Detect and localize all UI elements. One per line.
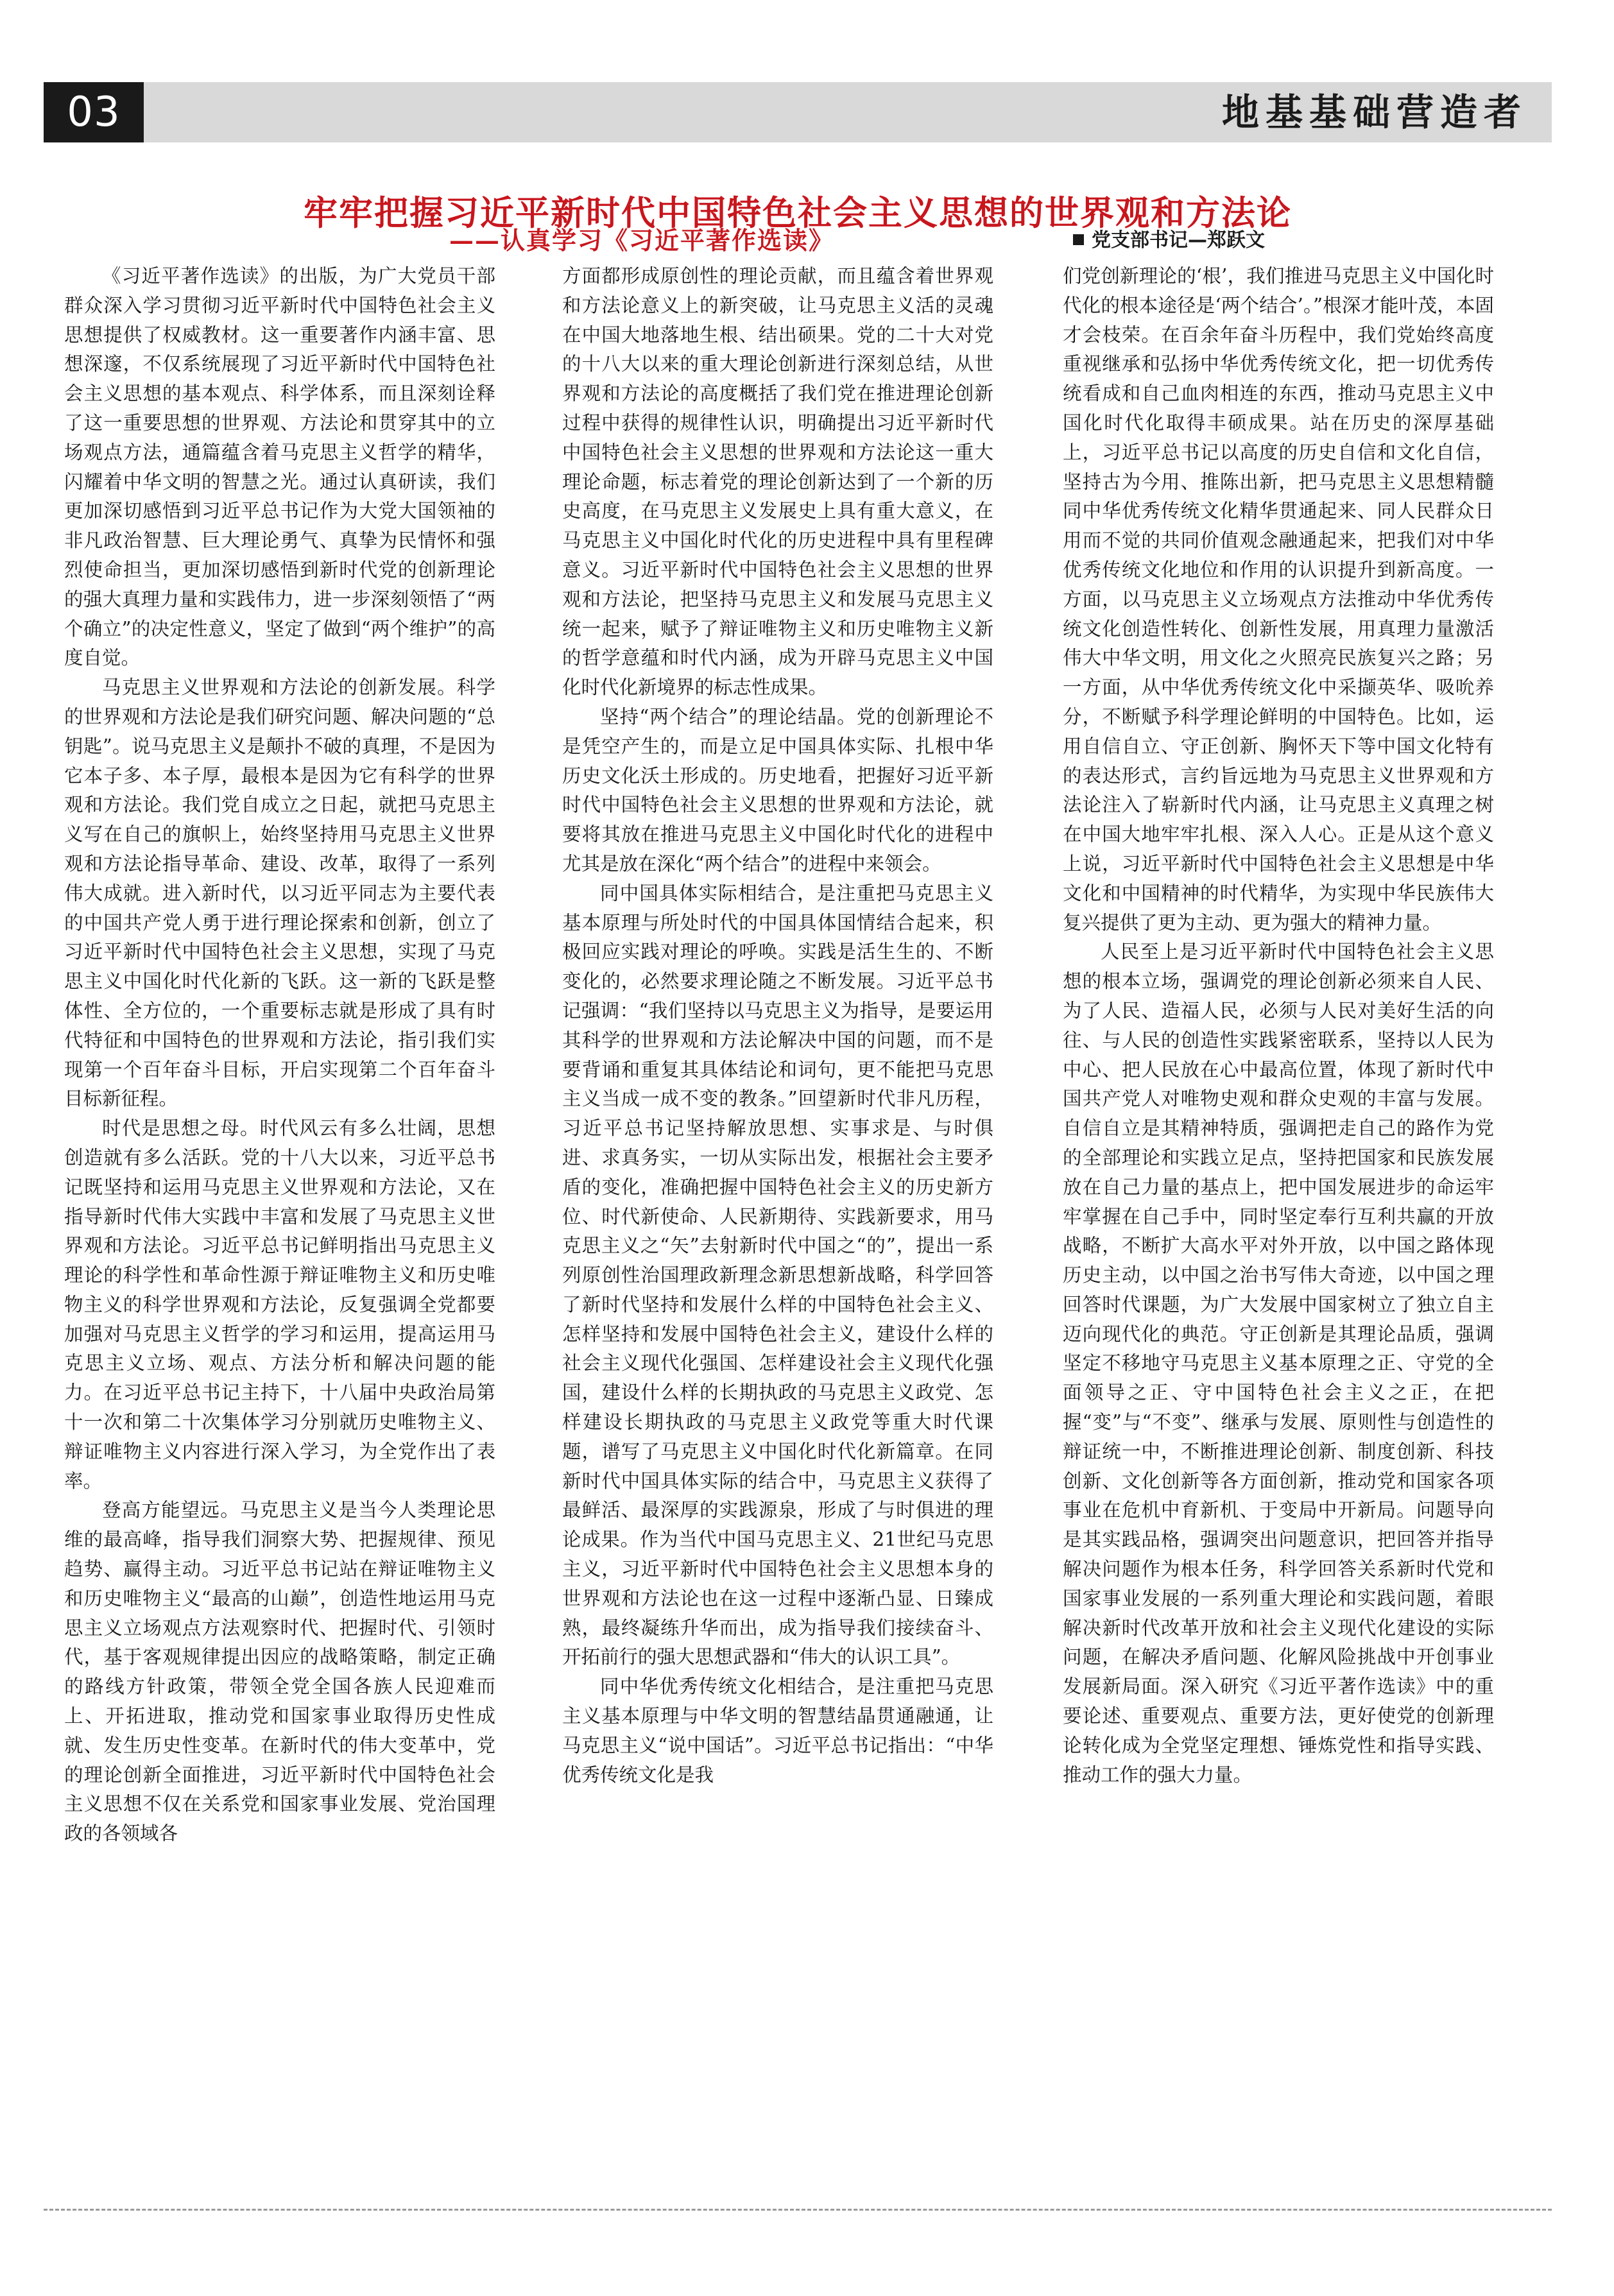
page-number: 03 [44, 82, 144, 142]
paragraph: 马克思主义世界观和方法论的创新发展。科学的世界观和方法论是我们研究问题、解决问题的“总钥匙”。说马克思主义是颠扑不破的真理，不是因为它本子多、本子厚，最根本是因为它有科学的世界观和方法论。我们党自成立之日起，就把马克思主义写在自己的旗帜上，始终坚持用马克思主义世界观和方法论指导革命、建设、改革，取得了一系列伟大成就。进入新时代，以习近平同志为主要代表的中国共产党人勇于进行理论探索和创新，创立了习近平新时代中国特色社会主义思想，实现了马克思主义中国化时代化新的飞跃。这一新的飞跃是整体性、全方位的，一个重要标志就是形成了具有时代特征和中国特色的世界观和方法论，指引我们实现第一个百年奋斗目标，开启实现第二个百年奋斗目标新征程。 [64, 676, 495, 1110]
paragraph: 人民至上是习近平新时代中国特色社会主义思想的根本立场，强调党的理论创新必须来自人民、为了人民、造福人民，必须与人民对美好生活的向往、与人民的创造性实践紧密联系，坚持以人民为中心、把人民放在心中最高位置，体现了新时代中国共产党人对唯物史观和群众史观的丰富与发展。自信自立是其精神特质，强调把走自己的路作为党的全部理论和实践立足点，坚持把国家和民族发展放在自己力量的基点上，把中国发展进步的命运牢牢掌握在自己手中，同时坚定奉行互利共赢的开放战略，不断扩大高水平对外开放，以中国之路体现历史主动，以中国之治书写伟大奇迹，以中国之理回答时代课题，为广大发展中国家树立了独立自主迈向现代化的典范。守正创新是其理论品质，强调坚定不移地守马克思主义基本原理之正、守党的全面领导之正、守中国特色社会主义之正，在把握“变”与“不变”、继承与发展、原则性与创造性的辩证统一中，不断推进理论创新、制度创新、科技创新、文化创新等各方面创新，推动党和国家各项事业在危机中育新机、于变局中开新局。问题导向是其实践品格，强调突出问题意识，把回答并指导解决问题作为根本任务，科学回答关系新时代党和国家事业发展的一系列重大理论和实践问题，着眼解决新时代改革开放和社会主义现代化建设的实际问题，在解决矛盾问题、化解风险挑战中开创事业发展新局面。深入研究《习近平著作选读》中的重要论述、重要观点、重要方法，更好使党的创新理论转化成为全党坚定理想、锤炼党性和指导实践、推动工作的强大力量。 [1063, 941, 1494, 1786]
square-bullet-icon [1073, 234, 1084, 245]
paragraph: 登高方能望远。马克思主义是当今人类理论思维的最高峰，指导我们洞察大势、把握规律、预见趋势、赢得主动。习近平总书记站在辩证唯物主义和历史唯物主义“最高的山巅”，创造性地运用马克思主义立场观点方法观察时代、把握时代、引领时代，基于客观规律提出因应的战略策略，制定正确的路线方针政策，带领全党全国各族人民迎难而上、开拓进取，推动党和国家事业取得历史性成就、发生历史性变革。在新时代的伟大变革中，党的理论创新全面推进，习近平新时代中国特色社会主义思想不仅在关系党和国家事业发展、党治国理政的各领域各 [64, 1499, 495, 1845]
article-title: 牢牢把握习近平新时代中国特色社会主义思想的世界观和方法论 [304, 193, 1292, 233]
paragraph: 同中国具体实际相结合，是注重把马克思主义基本原理与所处时代的中国具体国情结合起来，积极回应实践对理论的呼唤。实践是活生生的、不断变化的，必然要求理论随之不断发展。习近平总书记强调：“我们坚持以马克思主义为指导，是要运用其科学的世界观和方法论解决中国的问题，而不是要背诵和重复其具体结论和词句，更不能把马克思主义当成一成不变的教条。”回望新时代非凡历程，习近平总书记坚持解放思想、实事求是、与时俱进、求真务实，一切从实际出发，根据社会主要矛盾的变化，准确把握中国特色社会主义的历史新方位、时代新使命、人民新期待、实践新要求，用马克思主义之“矢”去射新时代中国之“的”，提出一系列原创性治国理政新理念新思想新战略，科学回答了新时代坚持和发展什么样的中国特色社会主义、怎样坚持和发展中国特色社会主义，建设什么样的社会主义现代化强国、怎样建设社会主义现代化强国，建设什么样的长期执政的马克思主义政党、怎样建设长期执政的马克思主义政党等重大时代课题，谱写了马克思主义中国化时代化新篇章。在同新时代中国具体实际的结合中，马克思主义获得了最鲜活、最深厚的实践源泉，形成了与时俱进的理论成果。作为当代中国马克思主义、21世纪马克思主义，习近平新时代中国特色社会主义思想本身的世界观和方法论也在这一过程中逐渐凸显、日臻成熟，最终凝练升华而出，成为指导我们接续奋斗、开拓前行的强大思想武器和“伟大的认识工具”。 [562, 882, 993, 1668]
byline-text: 党支部书记—郑跃文 [1092, 229, 1265, 252]
paragraph: 时代是思想之母。时代风云有多么壮阔，思想创造就有多么活跃。党的十八大以来，习近平总书记既坚持和运用马克思主义世界观和方法论，又在指导新时代伟大实践中丰富和发展了马克思主义世界观和方法论。习近平总书记鲜明指出马克思主义理论的科学性和革命性源于辩证唯物主义和历史唯物主义的科学世界观和方法论，反复强调全党都要加强对马克思主义哲学的学习和运用，提高运用马克思主义立场、观点、方法分析和解决问题的能力。在习近平总书记主持下，十八届中央政治局第十一次和第二十次集体学习分别就历史唯物主义、辩证唯物主义内容进行深入学习，为全党作出了表率。 [64, 1117, 495, 1492]
footer-dashed-rule [44, 2209, 1552, 2211]
paragraph: 《习近平著作选读》的出版，为广大党员干部群众深入学习贯彻习近平新时代中国特色社会主义思想提供了权威教材。这一重要著作内涵丰富、思想深邃，不仅系统展现了习近平新时代中国特色社会主义思想的基本观点、科学体系，而且深刻诠释了这一重要思想的世界观、方法论和贯穿其中的立场观点方法，通篇蕴含着马克思主义哲学的精华，闪耀着中华文明的智慧之光。通过认真研读，我们更加深切感悟到习近平总书记作为大党大国领袖的非凡政治智慧、巨大理论勇气、真挚为民情怀和强烈使命担当，更加深切感悟到新时代党的创新理论的强大真理力量和实践伟力，进一步深刻领悟了“两个确立”的决定性意义，坚定了做到“两个维护”的高度自觉。 [64, 265, 495, 669]
paragraph: 坚持“两个结合”的理论结晶。党的创新理论不是凭空产生的，而是立足中国具体实际、扎根中华历史文化沃土形成的。历史地看，把握好习近平新时代中国特色社会主义思想的世界观和方法论，就要将其放在推进马克思主义中国化时代化的进程中尤其是放在深化“两个结合”的进程中来领会。 [562, 705, 993, 875]
paragraph: 同中华优秀传统文化相结合，是注重把马克思主义基本原理与中华文明的智慧结晶贯通融通，让马克思主义“说中国话”。习近平总书记指出：“中华优秀传统文化是我 [562, 1675, 993, 1786]
text-column-1 [64, 262, 495, 2186]
byline [1073, 223, 1265, 258]
paragraph-continued: 方面都形成原创性的理论贡献，而且蕴含着世界观和方法论意义上的新突破，让马克思主义活的灵魂在中国大地落地生根、结出硕果。党的二十大对党的十八大以来的重大理论创新进行深刻总结，从世界观和方法论的高度概括了我们党在推进理论创新过程中获得的规律性认识，明确提出习近平新时代中国特色社会主义思想的世界观和方法论这一重大理论命题，标志着党的理论创新达到了一个新的历史高度，在马克思主义发展史上具有重大意义，在马克思主义中国化时代化的历史进程中具有里程碑意义。习近平新时代中国特色社会主义思想的世界观和方法论，把坚持马克思主义和发展马克思主义统一起来，赋予了辩证唯物主义和历史唯物主义新的哲学意蕴和时代内涵，成为开辟马克思主义中国化时代化新境界的标志性成果。 [562, 265, 993, 699]
section-name: 地基基础营造者 [1221, 90, 1527, 134]
article-subtitle: ——认真学习《习近平著作选读》 [449, 226, 835, 255]
paragraph-continued: 们党创新理论的‘根’，我们推进马克思主义中国化时代化的根本途径是‘两个结合’。”根深才能叶茂，本固才会枝荣。在百余年奋斗历程中，我们党始终高度重视继承和弘扬中华优秀传统文化，把一切优秀传统看成和自己血肉相连的东西，推动马克思主义中国化时代化取得丰硕成果。站在历史的深厚基础上，习近平总书记以高度的历史自信和文化自信，坚持古为今用、推陈出新，把马克思主义思想精髓同中华优秀传统文化精华贯通起来、同人民群众日用而不觉的共同价值观念融通起来，把我们对中华优秀传统文化地位和作用的认识提升到新高度。一方面，以马克思主义立场观点方法推动中华优秀传统文化创造性转化、创新性发展，用真理力量激活伟大中华文明，用文化之火照亮民族复兴之路；另一方面，从中华优秀传统文化中采撷英华、吸吮养分，不断赋予科学理论鲜明的中国特色。比如，运用自信自立、守正创新、胸怀天下等中国文化特有的表达形式，言约旨远地为马克思主义世界观和方法论注入了崭新时代内涵，让马克思主义真理之树在中国大地牢牢扎根、深入人心。正是从这个意义上说，习近平新时代中国特色社会主义思想是中华文化和中国精神的时代精华，为实现中华民族伟大复兴提供了更为主动、更为强大的精神力量。 [1063, 265, 1494, 934]
text-column-2 [562, 262, 993, 2186]
text-column-3 [1063, 262, 1494, 2186]
